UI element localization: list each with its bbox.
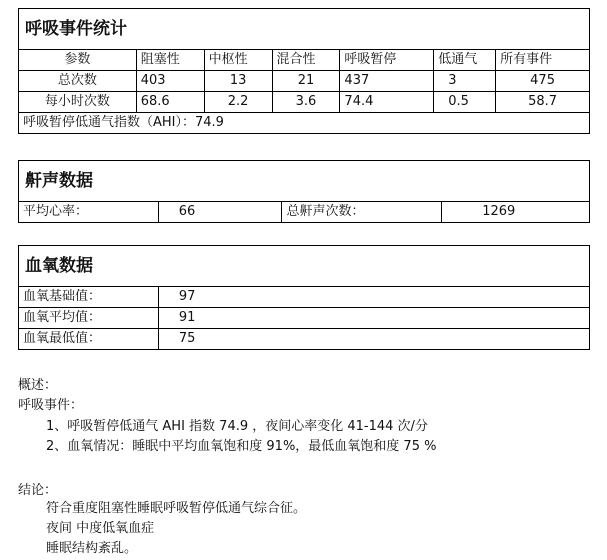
table-row: [19, 308, 590, 329]
table-cell: 3: [434, 71, 496, 92]
conclusion-line: 夜间 中度低氧血症: [46, 521, 155, 536]
section-title-respiratory-events: 呼吸事件统计: [19, 9, 590, 50]
summary-subheading: 呼吸事件：: [18, 398, 84, 413]
row-label: 血氧最低值：: [19, 329, 159, 350]
section-title-snore: 鼾声数据: [19, 161, 590, 202]
table-header-row: [19, 50, 590, 71]
table-cell: 1269: [442, 202, 590, 223]
table-row: [19, 329, 590, 350]
column-header: 呼吸暂停: [340, 50, 434, 71]
column-header: 中枢性: [204, 50, 272, 71]
table-cell: 58.7: [496, 92, 590, 113]
column-header: 低通气: [434, 50, 496, 71]
section-title-oxygen: 血氧数据: [19, 246, 590, 287]
conclusion-line: 睡眠结构紊乱。: [46, 541, 138, 556]
table-row: [19, 202, 590, 223]
table-cell: 437: [340, 71, 434, 92]
table-row: [19, 113, 590, 134]
table-cell: 68.6: [136, 92, 204, 113]
table-cell: 97: [158, 287, 589, 308]
table-cell: 21: [272, 71, 340, 92]
table-row: [19, 71, 590, 92]
respiratory-events-table: [18, 8, 590, 134]
table-cell: 0.5: [434, 92, 496, 113]
table-cell: 13: [204, 71, 272, 92]
table-cell: 403: [136, 71, 204, 92]
table-cell: 66: [158, 202, 282, 223]
snore-data-table: [18, 160, 590, 223]
conclusion-heading: 结论：: [18, 483, 58, 498]
column-header: 混合性: [272, 50, 340, 71]
table-cell: 75: [158, 329, 589, 350]
column-header: 阻塞性: [136, 50, 204, 71]
row-label: 血氧平均值：: [19, 308, 159, 329]
oxygen-data-table: [18, 245, 590, 350]
summary-item: 2、血氧情况：睡眠中平均血氧饱和度 91%，最低血氧饱和度 75 %: [46, 439, 437, 454]
column-header: 所有事件: [496, 50, 590, 71]
table-row: [19, 287, 590, 308]
row-label: 总鼾声次数：: [282, 202, 442, 223]
table-cell: 74.4: [340, 92, 434, 113]
table-cell: 91: [158, 308, 589, 329]
conclusion-line: 符合重度阻塞性睡眠呼吸暂停低通气综合征。: [46, 501, 307, 516]
table-row: [19, 92, 590, 113]
column-header: 参数: [19, 50, 137, 71]
row-label: 每小时次数: [19, 92, 137, 113]
row-label: 平均心率：: [19, 202, 159, 223]
row-label: 总次数: [19, 71, 137, 92]
table-cell: 475: [496, 71, 590, 92]
row-label: 血氧基础值：: [19, 287, 159, 308]
table-cell: 2.2: [204, 92, 272, 113]
summary-item: 1、呼吸暂停低通气 AHI 指数 74.9 ，夜间心率变化 41-144 次/分: [46, 419, 428, 434]
summary-heading: 概述：: [18, 378, 58, 393]
ahi-index: 呼吸暂停低通气指数（AHI）：74.9: [19, 113, 590, 134]
table-cell: 3.6: [272, 92, 340, 113]
